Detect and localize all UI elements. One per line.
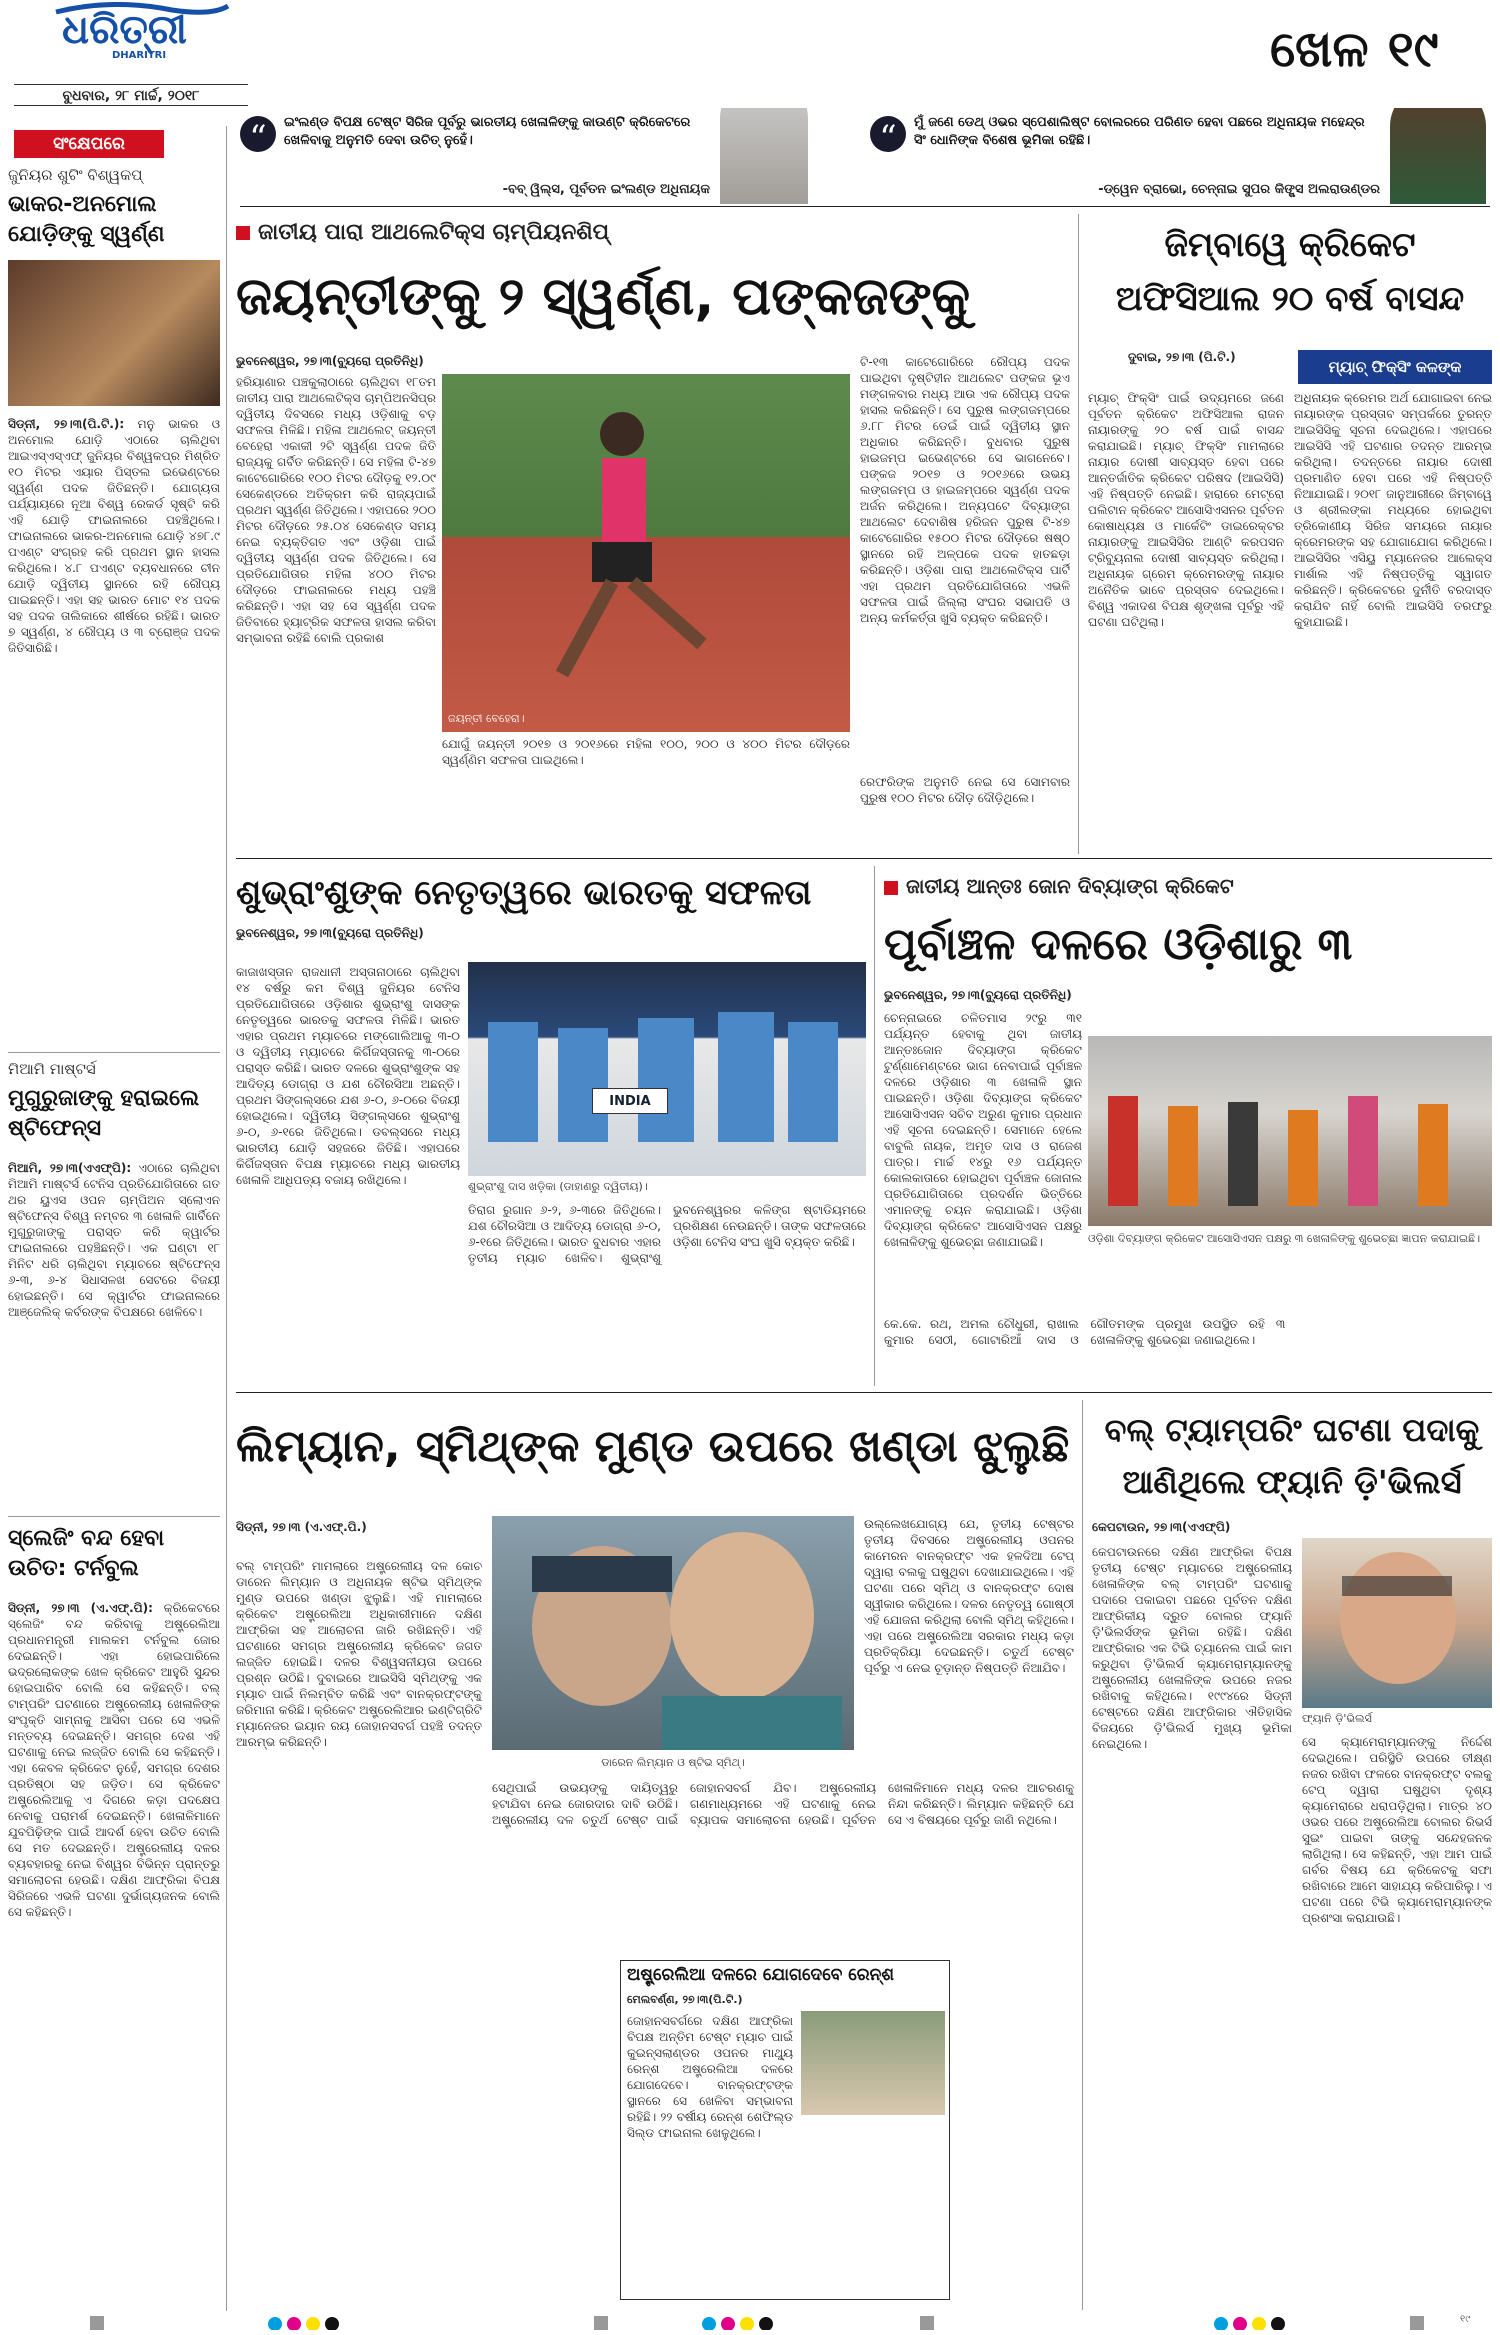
quote-author-2: -ଡ୍ୱେନ ବ୍ରାଭୋ, ଚେନ୍ନାଇ ସୁପର କିଙ୍ଗ୍ସ ଅଲରାଉଣ୍ଡର [1098, 182, 1380, 197]
quote-box-1 [240, 108, 808, 204]
fanie-devilliers-photo [1302, 1538, 1492, 1708]
athletics-under-photo: ଯୋଗୁଁ ଜୟନ୍ତୀ ୨୦୧୭ ଓ ୨୦୧୬ରେ ମହିଳା ୧୦୦, ୨୦୦ ଓ ୪୦୦ ମିଟର ଦୌଡ଼ରେ ସ୍ୱର୍ଣ୍ଣିମ ସଫଳତା ପାଇଥିଲେ। [442, 737, 850, 767]
quote-text-2: ମୁଁ ଜଣେ ଡେଥ୍ ଓଭର ସ୍ପେଶାଲିଷ୍ଟ ବୋଲରରେ ପରିଣତ ହେବା ପଛରେ ଅଧିନାୟକ ମହେନ୍ଦ୍ର ସିଂ ଧୋନିଙ୍କ ବିଶେଷ ଭୂମିକା ରହିଛି। [914, 115, 1365, 148]
section-name: ଖେଳ [1270, 20, 1369, 78]
gray-block-icon [90, 2316, 104, 2330]
sankshepare-tag: ସଂକ୍ଷେପରେ [14, 130, 164, 158]
divyang-team-photo [1088, 1036, 1492, 1226]
issue-date: ବୁଧବାର, ୨୮ ମାର୍ଚ୍ଚ, ୨୦୧୮ [62, 88, 200, 104]
portrait-figure-icon [1302, 1538, 1492, 1708]
lehmann-col-2: ଉଲ୍ଲେଖଯୋଗ୍ୟ ଯେ, ତୃତୀୟ ଟେଷ୍ଟର ତୃତୀୟ ଦିବସରେ ଅଷ୍ଟ୍ରେଲୀୟ ଓପନର କାମେରନ ବାନକ୍ରଫ୍ଟ ଏକ ହଳଦିଆ ଟେପ୍ ଦ୍ୱାରା ବଲକୁ ଘଷୁଥିବା ଦେଖାଯାଇଥିଲେ। ଏହି ଘଟଣା ପରେ ସ୍ମିଥ୍ ଓ ବାନକ୍ରଫ୍ଟ ଦୋଷ ସ୍ୱୀକାର କରିଥିଲେ। ଦଳର ନେତୃତ୍ୱ ଗୋଷ୍ଠୀ ଏହି ଯୋଜନା କରିଥିଲା ବୋଲି ସ୍ମିଥ୍ କହିଥିଲେ। ଏହା ପରେ ଅଷ୍ଟ୍ରେଲିଆ ସରକାର ମଧ୍ୟ କଡ଼ା ପ୍ରତିକ୍ରିୟା ଦେଇଛନ୍ତି। ଚତୁର୍ଥ ଟେଷ୍ଟ ପୂର୍ବରୁ ଏ ନେଇ ଚୂଡ଼ାନ୍ତ ନିଷ୍ପତ୍ତି ନିଆଯିବ। [864, 1517, 1074, 1675]
brief-2-dateline: ମିଆମି, ୨୭।୩(ଏଏଫ୍‌ପି): [8, 1161, 132, 1175]
color-registration-icon [702, 2316, 782, 2330]
brief-2-kicker: ମିଆମି ମାଷ୍ଟର୍ସ [8, 1060, 96, 1078]
quote-mark-icon: “ [870, 116, 906, 152]
devilliers-story [1092, 1400, 1492, 2310]
east-zone-bottom: କେ.କେ. ରଥ, ଅମଲ ଚୌଧୁରୀ, ରାଖାଲ କୁମାର ସେଠୀ, ଗୋଟାରିଆଁ ଦାସ ଓ ଗୌତମଙ୍କ ପ୍ରମୁଖ ଉପସ୍ଥିତ ରହି ୩ ଖେଳାଳିଙ୍କୁ ଶୁଭେଚ୍ଛା ଜଣାଇଥିଲେ। [884, 1317, 1286, 1347]
quote-author-1: -ବବ୍ ୱିଲ୍ସ, ପୂର୍ବତନ ଇଂଲଣ୍ଡ ଅଧିନାୟକ [502, 182, 710, 197]
lehmann-col-1: ବଲ୍ ଟାମ୍ପରିଂ ମାମଲାରେ ଅଷ୍ଟ୍ରେଲୀୟ ଦଳ କୋଚ ଡାରେନ ଲିମ୍ୟାନ ଓ ଅଧିନାୟକ ଷ୍ଟିଭ ସ୍ମିଥ୍‌ଙ୍କ ମୁଣ୍ଡ ଉପରେ ଖଣ୍ଡା ଝୁଲୁଛି। ଏହି ମାମଲାରେ କ୍ରିକେଟ ଅଷ୍ଟ୍ରେଲିଆ ଅଧିକାରୀମାନେ ଦକ୍ଷିଣ ଆଫ୍ରିକା ସହ ଆଲୋଚନା ଜାରି ରଖିଛନ୍ତି। ଏହି ଘଟଣାରେ ସମଗ୍ର ଅଷ୍ଟ୍ରେଲୀୟ କ୍ରିକେଟ ଜଗତ ଲଜ୍ଜିତ ହୋଇଛି। ଦଳର ବିଶ୍ୱସନୀୟତା ଉପରେ ପ୍ରଶ୍ନ ଉଠିଛି। ଦୁବାଇରେ ଆଇସିସି ସ୍ମିଥ୍‌ଙ୍କୁ ଏକ ମ୍ୟାଚ ପାଇଁ ନିଲମ୍ବିତ କରିଛି ଏବଂ ବାନକ୍ରଫ୍ଟଙ୍କୁ ଜରିମାନା କରିଛି। କ୍ରିକେଟ ଅଷ୍ଟ୍ରେଲିଆର ଇଣ୍ଟିଗ୍ରିଟି ମ୍ୟାନେଜର ଇୟାନ ରୟ ଜୋହାନସବର୍ଗ ପହଞ୍ଚି ତଦନ୍ତ ଆରମ୍ଭ କରିଛନ୍ତି। [236, 1559, 482, 1749]
lehmann-caption: ଡାରେନ ଲିମ୍ୟାନ ଓ ଷ୍ଟିଭ ସ୍ମିଥ୍। [601, 1756, 745, 1769]
brief-2-text: ଏଠାରେ ଚାଲିଥିବା ମିଆମି ମାଷ୍ଟର୍ସ ଟେନିସ ପ୍ରତିଯୋଗିତାରେ ଗତ ଥର ୟୁଏସ ଓପନ ଚାମ୍ପିଅନ ସ୍ଲୋଏନ ଷ୍ଟିଫେନ୍ସ ବିଶ୍ୱ ନମ୍ବର ୩ ଖେଳାଳି ଗାର୍ବିନେ ମୁଗୁରୁଜାଙ୍କୁ ପରାସ୍ତ କରି କ୍ୱାର୍ଟର ଫାଇନାଲରେ ପହଞ୍ଚିଛନ୍ତି। ଏକ ଘଣ୍ଟା ୧୮ ମିନିଟ ଧରି ଚାଲିଥିବା ମ୍ୟାଚରେ ଷ୍ଟିଫେନ୍ସ ୬-୩, ୬-୪ ସିଧାସଳଖ ସେଟରେ ବିଜୟୀ ହୋଇଛନ୍ତି। ସେ କ୍ୱାର୍ଟର ଫାଇନାଲରେ ଆଞ୍ଜେଲିକ୍ କର୍ବରଙ୍କ ବିପକ୍ଷରେ ଖେଳିବେ। [8, 1161, 220, 1319]
devilliers-caption: ଫ୍ୟାନି ଡ଼ି'ଭିଲର୍ସ [1302, 1712, 1372, 1725]
footer-strip [0, 2312, 1500, 2335]
india-banner: INDIA [592, 1088, 668, 1114]
brief-1-body [8, 416, 220, 1096]
tennis-headline: ଶୁଭ୍ରାଂଶୁଙ୍କ ନେତୃତ୍ୱରେ ଭାରତକୁ ସଫଳତା [236, 873, 812, 913]
zimbabwe-dateline: ଦୁବାଇ, ୨୭।୩ (ପି.ଟି.) [1128, 350, 1236, 364]
renshaw-dateline: ମେଲବର୍ଣ୍ଣ, ୨୭।୩(ପି.ଟି.) [627, 1993, 743, 2006]
devilliers-col-2: ସେ କ୍ୟାମେରାମ୍ୟାନଙ୍କୁ ନିର୍ଦ୍ଦେଶ ଦେଇଥିଲେ। ପରିସ୍ଥିତି ଉପରେ ତୀକ୍ଷ୍ଣ ନଜର ରଖିବା ଫଳରେ ବାନକ୍ରଫ୍ଟ ବଲକୁ ଟେପ୍ ଦ୍ୱାରା ଘଷୁଥିବା ଦୃଶ୍ୟ କ୍ୟାମେରାରେ ଧରାପଡ଼ିଥିଲା। ମାତ୍ର ୪୦ ଓଭର ପରେ ଅଷ୍ଟ୍ରେଲିଆ ବୋଲର ରିଭର୍ସ ସୁଇଂ ପାଇବା ତାଙ୍କୁ ସନ୍ଦେହଜନକ ଲାଗିଥିଲା। ସେ କହିଛନ୍ତି, ଏହା ଆମ ପାଇଁ ଗର୍ବର ବିଷୟ ଯେ କ୍ରିକେଟକୁ ସଫା ରଖିବାରେ ଆମେ ସାହାଯ୍ୟ କରିପାରିଲୁ। ଏ ଘଟଣା ପରେ ଟିଭି କ୍ୟାମେରାମ୍ୟାନଙ୍କ ପ୍ରଶଂସା କରାଯାଉଛି। [1302, 1735, 1492, 1925]
lehmann-smith-photo [492, 1516, 854, 1750]
red-bullet-icon [884, 881, 898, 895]
logo-text: ଧରିତ୍ରୀ [62, 6, 187, 53]
section-title [1270, 20, 1486, 84]
dharitri-logo[interactable] [52, 2, 232, 62]
gray-block-icon [920, 2316, 934, 2330]
east-zone-story [884, 866, 1492, 1386]
brief-1-headline: ଭାକର-ଅନମୋଲ ଯୋଡ଼ିଙ୍କୁ ସ୍ୱର୍ଣ୍ଣ [8, 192, 165, 247]
renshaw-photo [801, 2011, 945, 2115]
lehmann-under-photo: ସେଥିପାଇଁ ଉଭୟଙ୍କୁ ଦାୟିତ୍ୱରୁ ହଟାଯିବା ନେଇ ଜୋରଦାର ଦାବି ଉଠିଛି। ଅଷ୍ଟ୍ରେଲୀୟ ଦଳ ଚତୁର୍ଥ ଟେଷ୍ଟ ପାଇଁ ଜୋହାନସବର୍ଗ ଯିବ। ଅଷ୍ଟ୍ରେଲୀୟ ଗଣମାଧ୍ୟମରେ ଏହି ଘଟଣାକୁ ନେଇ ବ୍ୟାପକ ସମାଲୋଚନା ହେଉଛି। ପୂର୍ବତନ ଖେଳାଳିମାନେ ମଧ୍ୟ ଦଳର ଆଚରଣକୁ ନିନ୍ଦା କରିଛନ୍ତି। ଲିମ୍ୟାନ କହିଛନ୍ତି ଯେ ସେ ଏ ବିଷୟରେ ପୂର୍ବରୁ ଜାଣି ନଥିଲେ। [492, 1781, 1074, 1827]
renshaw-headline: ଅଷ୍ଟ୍ରେଲିଆ ଦଳରେ ଯୋଗଦେବେ ରେନ୍‌ଶ [627, 1965, 895, 1985]
brief-3-dateline: ସିଡ୍‌ନୀ, ୨୭।୩ (ଏ.ଏଫ୍.ପି): [8, 1601, 153, 1615]
tennis-dateline: ଭୁବନେଶ୍ୱର, ୨୭।୩(ବ୍ୟୁରୋ ପ୍ରତିନିଧି) [236, 926, 424, 940]
match-fixing-tag: ମ୍ୟାଚ୍ ଫିକ୍ସିଂ କଳଙ୍କ [1298, 350, 1492, 384]
quote-text-1: ଇଂଲଣ୍ଡ ବିପକ୍ଷ ଟେଷ୍ଟ ସିରିଜ ପୂର୍ବରୁ ଭାରତୀୟ ଖେଳାଳିଙ୍କୁ କାଉଣ୍ଟି କ୍ରିକେଟରେ ଖେଳିବାକୁ ଅନୁମତି ଦେବା ଉଚିତ୍ ନୁହେଁ। [284, 115, 691, 148]
east-zone-headline: ପୂର୍ବାଞ୍ଚଳ ଦଳରେ ଓଡ଼ିଶାରୁ ୩ [884, 919, 1353, 970]
brief-3-body [8, 1600, 220, 2300]
masthead [0, 0, 1500, 120]
footer-page-mark: ୧୯ [1460, 2314, 1471, 2325]
brief-1-kicker: ଜୁନିୟର ଶୁଟିଂ ବିଶ୍ୱକପ୍ [8, 166, 143, 184]
brief-3-headline: ସ୍ଲେଜିଂ ବନ୍ଦ ହେବା ଉଚିତ: ଟର୍ନବୁଲ [8, 1526, 165, 1581]
sankshepare-column [8, 126, 220, 2311]
red-bullet-icon [236, 226, 250, 240]
gray-block-icon [1410, 2316, 1424, 2330]
tennis-col-2: ତିରାଗ ରୁଗାନ ୬-୨, ୬-୩ରେ ଜିତିଥିଲେ। ଯଶ ଚୌରସିଆ ଓ ଆଦିତ୍ୟ ଡୋଗ୍ରା ୬-୦, ୬-୧ରେ ଜିତିଥିଲେ। ଭାରତ ବୁଧବାର ଏହାର ତୃତୀୟ ମ୍ୟାଚ ଖେଳିବ। ଶୁଭ୍ରାଂଶୁ ଭୁବନେଶ୍ୱରର କଳିଙ୍ଗ ଷ୍ଟାଡିୟମରେ ପ୍ରଶିକ୍ଷଣ ନେଉଛନ୍ତି। ତାଙ୍କ ସଫଳତାରେ ଓଡ଼ିଶା ଟେନିସ ସଂଘ ଖୁସି ବ୍ୟକ୍ତ କରିଛି। [468, 1203, 866, 1265]
athletics-headline: ଜୟନ୍ତୀଙ୍କୁ ୨ ସ୍ୱର୍ଣ୍ଣ, ପଙ୍କଜଙ୍କୁ [236, 267, 971, 327]
athletics-col-2: ଟି-୧୩ କାଟେଗୋରିରେ ରୌପ୍ୟ ପଦକ ପାଇଥିବା ଦୃଷ୍ଟିହୀନ ଆଥଲେଟ ପଙ୍କଜ ଭୂଏ ମଙ୍ଗଳବାର ମଧ୍ୟ ଆଉ ଏକ ରୌପ୍ୟ ପଦକ ହାସଲ କରିଛନ୍ତି। ସେ ପୁରୁଷ ଲଙ୍ଗଜମ୍ପରେ ୬.୮୮ ମିଟର ଡେଇଁ ପାଇଁ ଦ୍ୱିତୀୟ ସ୍ଥାନ ଅଧିକାର କରିଛନ୍ତି। ବୁଧବାର ପୁରୁଷ ହାଇଜମ୍ପ ଇଭେଣ୍ଟରେ ସେ ଭାଗନେବେ। ପଙ୍କଜ ୨୦୧୭ ଓ ୨୦୧୬ରେ ଉଭୟ ଲଙ୍ଗଜମ୍ପ ଓ ହାଇଜମ୍ପରେ ସ୍ୱର୍ଣ୍ଣ ପଦକ ଅର୍ଜନ କରିଥିଲେ। ଅନ୍ୟପଟେ ଦିବ୍ୟାଙ୍ଗ ଆଥଲେଟ ଦେବାଶିଷ ହରିଜନ ପୁରୁଷ ଟି-୪୭ କାଟେଗୋରିର ୧୫୦୦ ମିଟର ଦୌଡ଼ରେ ଷଷ୍ଠ ସ୍ଥାନରେ ରହି ଅଳ୍ପକେ ପଦକ ହାତଛଡ଼ା କରିଛନ୍ତି। ଓଡ଼ିଶା ପାରା ଆଥଲେଟିକ୍ସ ପାର୍ଟି ଏହା ପ୍ରଥମ ପ୍ରତିଯୋଗିତାରେ ଏଭଳି ସଫଳତା ପାଇଁ ଜିଲ୍ଲା ସଂଘର ସଭାପତି ଓ ଅନ୍ୟ କର୍ମକର୍ତ୍ତା ଖୁସି ବ୍ୟକ୍ତ କରିଛନ୍ତି। [860, 355, 1070, 625]
team-figures-icon [468, 962, 866, 1176]
gray-block-icon [594, 2316, 608, 2330]
athlete-figure-icon [442, 374, 850, 732]
east-zone-kicker-text: ଜାତୀୟ ଆନ୍ତଃ ଜୋନ ଦିବ୍ୟାଙ୍ଗ କ୍ରିକେଟ [906, 874, 1234, 898]
devilliers-dateline: କେପଟାଉନ, ୨୭।୩(ଏଏଫ୍‌ପି) [1092, 1520, 1231, 1534]
bob-willis-photo [720, 108, 808, 204]
jayanti-running-photo [442, 374, 850, 732]
logo-subtext: DHARITRI [112, 50, 167, 61]
zimbabwe-col-1: ମ୍ୟାଚ୍ ଫିକ୍ସିଂ ପାଇଁ ଉଦ୍ୟମରେ ଜଣେ ପୂର୍ବତନ କ୍ରିକେଟ ଅଫିସିଆଲ ରାଜନ ନାୟାରଙ୍କୁ ୨୦ ବର୍ଷ ପାଇଁ ବାସନ୍ଦ କରାଯାଇଛି। ମ୍ୟାଚ୍ ଫିକ୍ସିଂ ମାମଲାରେ ନାୟାର ଦୋଷୀ ସାବ୍ୟସ୍ତ ହେବା ପରେ ଆନ୍ତର୍ଜାତିକ କ୍ରିକେଟ ପରିଷଦ (ଆଇସିସି) ଏହି ନିଷ୍ପତ୍ତି ନେଇଛି। ହାରାରେ ମେଟ୍ରୋ ପଲିଟାନ କ୍ରିକେଟ ଆସୋସିଏସନର ପୂର୍ବତନ କୋଷାଧ୍ୟକ୍ଷ ଓ ମାର୍କେଟିଂ ଡାଇରେକ୍ଟର ନାୟାରଙ୍କୁ ଆଇସିସିର ଆଣ୍ଟି କରପସନ ଟ୍ରିବ୍ୟୁନାଲ ଦୋଷୀ ସାବ୍ୟସ୍ତ କରିଥିଲା। ଅଧିନାୟକ ଗ୍ରେମ କ୍ରେମରଙ୍କୁ ନାୟାର ଅନୈତିକ ଭାବେ ପ୍ରସ୍ତାବ ଦେଇଥିଲେ। ବିଶ୍ୱ ଏକାଦଶ ବିପକ୍ଷ ଶୃଙ୍ଖଳା ପୂର୍ବରୁ ଏହି ଘଟଣା ଘଟିଥିଲା। [1088, 391, 1284, 629]
devilliers-headline: ବଲ୍ ଟ୍ୟାମ୍ପରିଂ ଘଟଣା ପଦାକୁ ଆଣିଥିଲେ ଫ୍ୟାନି ଡ଼ି'ଭିଲର୍ସ [1104, 1411, 1480, 1501]
renshaw-box [620, 1960, 950, 2300]
tennis-team-photo [468, 962, 866, 1176]
tennis-caption: ଶୁଭ୍ରାଂଶୁ ଦାସ ଖଡ଼ିକା (ଡାହାଣରୁ ଦ୍ୱିତୀୟ)। [468, 1180, 648, 1193]
devilliers-col-1: କେପଟାଉନରେ ଦକ୍ଷିଣ ଆଫ୍ରିକା ବିପକ୍ଷ ତୃତୀୟ ଟେଷ୍ଟ ମ୍ୟାଚରେ ଅଷ୍ଟ୍ରେଲୀୟ ଖେଳାଳିଙ୍କ ବଲ୍ ଟାମ୍ପରିଂ ଘଟଣାକୁ ପଦାରେ ପକାଇବା ପଛରେ ପୂର୍ବତନ ଦକ୍ଷିଣ ଆଫ୍ରିକୀୟ ଦ୍ରୁତ ବୋଲର ଫ୍ୟାନି ଡ଼ି'ଭିଲର୍ସଙ୍କ ଭୂମିକା ରହିଛି। ଦକ୍ଷିଣ ଆଫ୍ରିକାର ଏକ ଟିଭି ଚ୍ୟାନେଲ ପାଇଁ କାମ କରୁଥିବା ଡ଼ି'ଭିଲର୍ସ କ୍ୟାମେରାମ୍ୟାନଙ୍କୁ ଅଷ୍ଟ୍ରେଲୀୟ ଖେଳାଳିଙ୍କ ଉପରେ ନଜର ରଖିବାକୁ କହିଥିଲେ। ୧୯୯୪ରେ ସିଡ୍‌ନୀ ଟେଷ୍ଟରେ ଦକ୍ଷିଣ ଆଫ୍ରିକାର ଐତିହାସିକ ବିଜୟରେ ଡ଼ି'ଭିଲର୍ସ ମୁଖ୍ୟ ଭୂମିକା ନେଇଥିଲେ। [1092, 1545, 1292, 1751]
zimbabwe-col-2: ଅଧିନାୟକ କ୍ରେମର ଅର୍ଥ ଯୋଗାଇବା ନେଇ ନାୟାରଙ୍କ ପ୍ରସ୍ତାବ ସମ୍ପର୍କରେ ତୁରନ୍ତ ଆଇସିସିକୁ ସୂଚନା ଦେଇଥିଲେ। ଏହାପରେ ଆଇସିସି ଏହି ଘଟଣାର ତଦନ୍ତ ଆରମ୍ଭ କରିଥିଲା। ତଦନ୍ତରେ ନାୟାର ଦୋଷୀ ପ୍ରମାଣିତ ହେବା ପରେ ଏହି ନିଷ୍ପତ୍ତି ନିଆଯାଇଛି। ୨୦୧୮ ଜାନୁଆରୀରେ ଜିମ୍ବାୱେ ଓ ଶ୍ରୀଲଙ୍କା ମଧ୍ୟରେ ହୋଇଥିବା ତ୍ରିକୋଣୀୟ ସିରିଜ ସମୟରେ ନାୟାର କ୍ରେମରଙ୍କ ସହ ଯୋଗାଯୋଗ କରିଥିଲେ। ଆଇସିସିର ଏସିୟୁ ମ୍ୟାନେଜର ଆଲେକ୍ସ ମାର୍ଶାଲ ଏହି ନିଷ୍ପତ୍ତିକୁ ସ୍ୱାଗତ କରିଛନ୍ତି। କ୍ରିକେଟରେ ଦୁର୍ନୀତି ବରଦାସ୍ତ କରାଯିବ ନାହିଁ ବୋଲି ଆଇସିସି ତରଫରୁ କୁହାଯାଇଛି। [1294, 391, 1492, 629]
east-zone-caption: ଓଡ଼ିଶା ଦିବ୍ୟାଙ୍ଗ କ୍ରିକେଟ ଆସୋସିଏସନ ପକ୍ଷରୁ ୩ ଖେଳାଳିଙ୍କୁ ଶୁଭେଚ୍ଛା ଜ୍ଞାପନ କରାଯାଇଛି। [1088, 1232, 1481, 1245]
east-zone-body: ଚେନ୍ନାଇରେ ଚଳିତମାସ ୨୯ରୁ ୩୧ ପର୍ଯ୍ୟନ୍ତ ହେବାକୁ ଥିବା ଜାତୀୟ ଆନ୍ତଃଜୋନ ଦିବ୍ୟାଙ୍ଗ କ୍ରିକେଟ ଟୁର୍ଣ୍ଣାମେଣ୍ଟରେ ଭାଗ ନେବାପାଇଁ ପୂର୍ବାଞ୍ଚଳ ଦଳରେ ଓଡ଼ିଶାର ୩ ଖେଳାଳି ସ୍ଥାନ ପାଇଛନ୍ତି। ଓଡ଼ିଶା ଦିବ୍ୟାଙ୍ଗ କ୍ରିକେଟ ଆସୋସିଏସନ ସଚିବ ଅରୁଣ କୁମାର ପ୍ରଧାନ ଏହି ସୂଚନା ଦେଇଛନ୍ତି। ସେମାନେ ହେଲେ ବାବୁଲି ନାୟକ, ଅମୃତ ଦାସ ଓ ରାଜେଶ ପାତ୍ର। ମାର୍ଚ୍ଚ ୧୪ରୁ ୧୬ ପର୍ଯ୍ୟନ୍ତ କୋଲକାତାରେ ହୋଇଥିବା ପୂର୍ବାଞ୍ଚଳ ଜୋନାଲ ପ୍ରତିଯୋଗିତାରେ ପ୍ରଦର୍ଶନ ଭିତ୍ତିରେ ଏମାନଙ୍କୁ ଚୟନ କରାଯାଇଛି। ଓଡ଼ିଶା ଦିବ୍ୟାଙ୍ଗ କ୍ରିକେଟ ଆସୋସିଏସନ ପକ୍ଷରୁ ଖେଳାଳିଙ୍କୁ ଶୁଭେଚ୍ଛା ଜଣାଯାଇଛି। [884, 1011, 1082, 1249]
color-registration-icon [268, 2316, 348, 2330]
brief-2-body [8, 1160, 220, 1540]
athletics-col-1: ହରିୟାଣାର ପଞ୍ଚକୁଲାଠାରେ ଚାଲିଥିବା ୧୮ତମ ଜାତୀୟ ପାରା ଆଥଲେଟିକ୍ସ ଚାମ୍ପିଅନସିପ୍‌ର ଦ୍ୱିତୀୟ ଦିବସରେ ମଧ୍ୟ ଓଡ଼ିଶାକୁ ବଡ଼ ସଫଳତା ମିଳିଛି। ମହିଳା ଆଥଲେଟ୍ ଜୟନ୍ତୀ ବେହେରା ଏକାକୀ ୨ଟି ସ୍ୱର୍ଣ୍ଣ ପଦକ ଜିତି ରାଜ୍ୟକୁ ଗର୍ବିତ କରିଛନ୍ତି। ସେ ମହିଳା ଟି-୪୭ କାଟେଗୋରିରେ ୧୦୦ ମିଟର ଦୌଡ଼କୁ ୧୨.୦୯ ସେକେଣ୍ଡରେ ଅତିକ୍ରମ କରି ରାଜ୍ୟପାଇଁ ପ୍ରଥମ ସ୍ୱର୍ଣ୍ଣ ଜିତିଥିଲେ। ଏହାପରେ ୨୦୦ ମିଟର ଦୌଡ଼ରେ ୨୫.୦୪ ସେକେଣ୍ଡ ସମୟ ନେଇ ବ୍ୟକ୍ତିଗତ ଏବଂ ଓଡ଼ିଶା ପାଇଁ ଦ୍ୱିତୀୟ ସ୍ୱର୍ଣ୍ଣ ପଦକ ଜିତିଥିଲେ। ସେ ପ୍ରତିଯୋଗିତାର ମହିଳା ୪୦୦ ମିଟର ଦୌଡ଼ରେ ଫାଇନାଲରେ ମଧ୍ୟ ପହଞ୍ଚି କରିଛନ୍ତି। ଏହା ସହ ସେ ସ୍ୱର୍ଣ୍ଣ ପଦକ ଜିତିବାରେ ହ୍ୟାଟ୍ରିକ ସଫଳତା ହାସଲ କରିବା ସମ୍ଭାବନା ରହିଛି ବୋଲି ପ୍ରକାଶ [236, 375, 436, 645]
renshaw-body: ଜୋହାନସବର୍ଗରେ ଦକ୍ଷିଣ ଆଫ୍ରିକା ବିପକ୍ଷ ଅନ୍ତିମ ଟେଷ୍ଟ ମ୍ୟାଚ ପାଇଁ କୁଇନ୍‌ସଲାଣ୍ଡର ଓପନର ମାଥ୍ୟୁ ରେନ୍‌ଶ ଅଷ୍ଟ୍ରେଲିଆ ଦଳରେ ଯୋଗଦେବେ। ବାନକ୍ରଫ୍ଟଙ୍କ ସ୍ଥାନରେ ସେ ଖେଳିବା ସମ୍ଭାବନା ରହିଛି। ୨୨ ବର୍ଷୀୟ ରେନ୍‌ଶ ଶେଫିଲ୍ଡ ସିଲ୍ଡ ଫାଇନାଲ ଖେଳୁଥିଲେ। [627, 2014, 793, 2140]
athletics-story [236, 214, 1070, 854]
tennis-col-1: କାଜାଖସ୍ତାନ ରାଜଧାନୀ ଅସ୍ତାନାଠାରେ ଚାଲିଥିବା ୧୪ ବର୍ଷରୁ କମ ବିଶ୍ୱ ଜୁନିୟର ଟେନିସ ପ୍ରତିଯୋଗିତାରେ ଓଡ଼ିଶାର ଶୁଭ୍ରାଂଶୁ ଦାସଙ୍କ ନେତୃତ୍ୱରେ ଭାରତକୁ ସଫଳତା ମିଳିଛି। ଭାରତ ଏହାର ପ୍ରଥମ ମ୍ୟାଚରେ ମଙ୍ଗୋଲିଆକୁ ୩-୦ ଓ ଦ୍ୱିତୀୟ ମ୍ୟାଚରେ କିର୍ଗିଜସ୍ତାନକୁ ୩-୦ରେ ପରାସ୍ତ କରିଛି। ଭାରତ ଦଳରେ ଶୁଭ୍ରାଂଶୁଙ୍କ ସହ ଆଦିତ୍ୟ ଡୋଗ୍ରା ଓ ଯଶ ଚୌରସିଆ ଅଛନ୍ତି। ପ୍ରଥମ ସିଙ୍ଗଲ୍ସରେ ଯଶ ୬-୦, ୬-୦ରେ ବିଜୟୀ ହୋଇଥିଲେ। ଦ୍ୱିତୀୟ ସିଙ୍ଗଲ୍ସରେ ଶୁଭ୍ରାଂଶୁ ୬-୦, ୬-୧ରେ ଜିତିଥିଲେ। ଡବଲ୍ସରେ ମଧ୍ୟ ଭାରତୀୟ ଯୋଡ଼ି ସହଜରେ ଜିତିଛି। ଏହାପରେ କିର୍ଗିଜସ୍ତାନ ବିପକ୍ଷ ମ୍ୟାଚରେ ମଧ୍ୟ ଭାରତୀୟ ଖେଳାଳି ଆଧିପତ୍ୟ ବଜାୟ ରଖିଥିଲେ। [236, 965, 460, 1187]
tennis-story [236, 866, 866, 1386]
date-strip [14, 84, 248, 106]
lehmann-story [236, 1400, 1074, 2310]
athletics-kicker-text: ଜାତୀୟ ପାରା ଆଥଲେଟିକ୍ସ ଚାମ୍ପିୟନଶିପ୍ [258, 220, 610, 245]
page-number: ୧୯ [1387, 20, 1439, 78]
east-zone-kicker [884, 874, 1492, 904]
athletics-dateline: ଭୁବନେଶ୍ୱର, ୨୭।୩(ବ୍ୟୁରୋ ପ୍ରତିନିଧି) [236, 354, 424, 368]
athletics-kicker [236, 220, 1070, 252]
lehmann-headline: ଲିମ୍ୟାନ, ସ୍ମିଥ୍‌ଙ୍କ ମୁଣ୍ଡ ଉପରେ ଖଣ୍ଡା ଝୁଲୁଛି [236, 1421, 1070, 1472]
athletics-col-2-end: ରେଫରିଙ୍କ ଅନୁମତି ନେଇ ସେ ସୋମବାର ପୁରୁଷ ୧୦୦ ମିଟର ଦୌଡ଼ ଦୌଡ଼ିଥିଲେ। [860, 775, 1070, 805]
color-registration-icon [1214, 2316, 1294, 2330]
brief-1-dateline: ସିଡ୍‌ନୀ, ୨୭।୩(ପି.ଟି.): [8, 417, 125, 431]
zimbabwe-story [1088, 214, 1492, 854]
lehmann-dateline: ସିଡ୍‌ନୀ, ୨୭।୩ (ଏ.ଏଫ୍.ପି.) [236, 1520, 367, 1534]
east-zone-dateline: ଭୁବନେଶ୍ୱର, ୨୭।୩(ବ୍ୟୁରୋ ପ୍ରତିନିଧି) [884, 988, 1072, 1002]
shooters-photo [8, 260, 220, 406]
quote-mark-icon: “ [240, 116, 276, 152]
zimbabwe-headline: ଜିମ୍ବାୱେ କ୍ରିକେଟ ଅଫିସିଆଲ ୨୦ ବର୍ଷ ବାସନ୍ଦ [1115, 225, 1465, 319]
coach-captain-figures-icon [492, 1516, 854, 1750]
dwayne-bravo-photo [1390, 108, 1486, 204]
jayanti-caption: ଜୟନ୍ତୀ ବେହେରା। [448, 712, 525, 725]
brief-1-text: ମନୁ ଭାକର ଓ ଅନମୋଲ ଯୋଡ଼ି ଏଠାରେ ଚାଲିଥିବା ଆଇଏସ୍‌ଏସ୍‌ଏଫ୍ ଜୁନିୟର ବିଶ୍ୱକପ୍‌ର ମିଶ୍ରିତ ୧୦ ମିଟର ଏୟାର ପିସ୍ତଲ ଇଭେଣ୍ଟରେ ସ୍ୱର୍ଣ୍ଣ ପଦକ ଜିତିଛନ୍ତି। ଯୋଗ୍ୟତା ପର୍ଯ୍ୟାୟରେ ନୂଆ ବିଶ୍ୱ ରେକର୍ଡ ସୃଷ୍ଟି କରି ଏହି ଯୋଡ଼ି ଫାଇନାଲରେ ପହଞ୍ଚିଥିଲେ। ଫାଇନାଲରେ ଭାକର-ଅନମୋଲ ଯୋଡ଼ି ୪୭୮.୯ ପଏଣ୍ଟ ସଂଗ୍ରହ କରି ପ୍ରଥମ ସ୍ଥାନ ହାସଲ କରିଥିଲେ। ୪.୮ ପଏଣ୍ଟ ବ୍ୟବଧାନରେ ଚୀନ ଯୋଡ଼ି ଦ୍ୱିତୀୟ ସ୍ଥାନରେ ରହି ରୌପ୍ୟ ପାଇଛନ୍ତି। ଏହା ସହ ଭାରତ ମୋଟ ୧୪ ପଦକ ସହ ପଦକ ତାଲିକାରେ ଶୀର୍ଷରେ ରହିଛି। ଭାରତ ୭ ସ୍ୱର୍ଣ୍ଣ, ୪ ରୌପ୍ୟ ଓ ୩ ବ୍ରୋଞ୍ଜ ପଦକ ଜିତିସାରିଛି। [8, 417, 220, 655]
brief-3-text: କ୍ରିକେଟରେ ସ୍ଲେଜିଂ ବନ୍ଦ କରିବାକୁ ଅଷ୍ଟ୍ରେଲିଆ ପ୍ରଧାନମନ୍ତ୍ରୀ ମାଲକମ ଟର୍ନବୁଲ ଜୋର ଦେଇଛନ୍ତି। ଏହା ହୋଇପାରିଲେ ଭଦ୍ରଲୋକଙ୍କ ଖେଳ କ୍ରିକେଟ ଆହୁରି ସୁନ୍ଦର ହୋଇପାରିବ ବୋଲି ସେ କହିଛନ୍ତି। ବଲ୍ ଟାମ୍ପରିଂ ଘଟଣାରେ ଅଷ୍ଟ୍ରେଲୀୟ ଖେଳାଳିଙ୍କ ସଂପୃକ୍ତି ସାମ୍ନାକୁ ଆସିବା ପରେ ସେ ଏଭଳି ମନ୍ତବ୍ୟ ଦେଇଛନ୍ତି। ସମଗ୍ର ଦେଶ ଏହି ଘଟଣାକୁ ନେଇ ଲଜ୍ଜିତ ବୋଲି ସେ କହିଛନ୍ତି। ଏହା କେବଳ କ୍ରିକେଟ ନୁହେଁ, ସମଗ୍ର ଦେଶର ପ୍ରତିଷ୍ଠା ସହ ଜଡ଼ିତ। ସେ କ୍ରିକେଟ ଅଷ୍ଟ୍ରେଲିଆକୁ ଏ ଦିଗରେ କଡ଼ା ପଦକ୍ଷେପ ନେବାକୁ ପରାମର୍ଶ ଦେଇଛନ୍ତି। ଖେଳାଳିମାନେ ଯୁବପିଢ଼ିଙ୍କ ପାଇଁ ଆଦର୍ଶ ହେବା ଉଚିତ ବୋଲି ସେ ମତ ଦେଇଛନ୍ତି। ଅଷ୍ଟ୍ରେଲୀୟ ଦଳର ବ୍ୟବହାରକୁ ନେଇ ବିଶ୍ୱର ବିଭିନ୍ନ ପ୍ରାନ୍ତରୁ ସମାଲୋଚନା ହେଉଛି। ଦକ୍ଷିଣ ଆଫ୍ରିକା ବିପକ୍ଷ ସିରିଜରେ ଏଭଳି ଘଟଣା ଦୁର୍ଭାଗ୍ୟଜନକ ବୋଲି ସେ କହିଛନ୍ତି। [8, 1601, 220, 1919]
quote-box-2 [870, 108, 1490, 204]
brief-2-headline: ମୁଗୁରୁଜାଙ୍କୁ ହରାଇଲେ ଷ୍ଟିଫେନ୍ସ [8, 1086, 200, 1141]
group-figures-icon [1088, 1036, 1492, 1226]
